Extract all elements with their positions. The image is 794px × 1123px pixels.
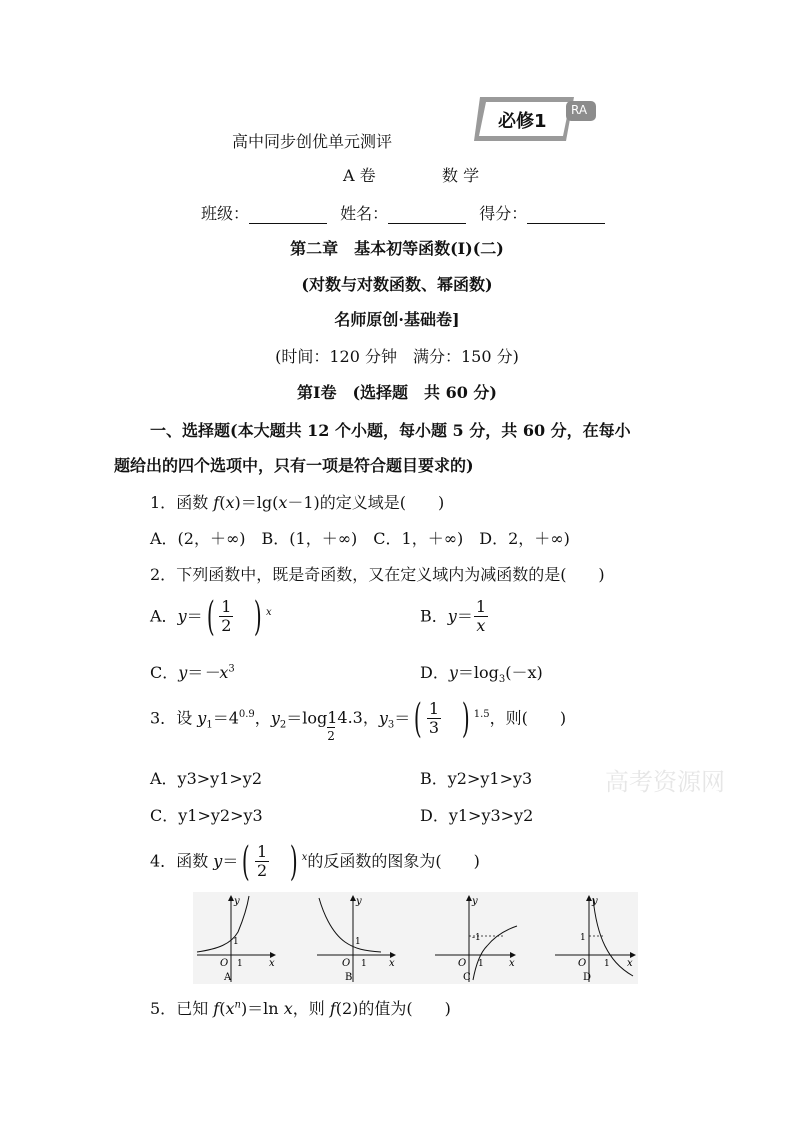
q1-x: x (225, 493, 235, 512)
q2-b-eq: ＝ (456, 606, 473, 626)
q3-option-a: A．y3>y1>y2 (150, 769, 263, 788)
graph-c-origin: O (458, 958, 467, 969)
class-label: 班级： (201, 204, 250, 223)
q2-b-y: y (447, 606, 457, 626)
chapter-title: 第二章 基本初等函数(Ⅰ)(二) (290, 239, 504, 258)
q3-v2b: 14.3， (327, 708, 379, 728)
q3-v2: ＝log (286, 708, 328, 728)
graph-d-tick-x: 1 (604, 959, 610, 969)
q2-a-y: y (177, 606, 187, 626)
q2-c-eq: ＝ (187, 663, 204, 682)
q1-x2: x (278, 493, 288, 512)
q3-v1: ＝4 (212, 708, 239, 728)
q2-d-eq: ＝ (457, 663, 474, 682)
q3-y2: y (270, 708, 280, 728)
q2-option-c (150, 660, 235, 683)
q2-a-label: A． (150, 606, 178, 626)
q2-c-exp: 3 (228, 663, 235, 675)
q5-post2: (2)的值为( ) (335, 999, 451, 1018)
graph-c-tick-y: -1 (472, 933, 481, 943)
q3-e1: 0.9 (238, 709, 255, 721)
q2-number: 2． (150, 565, 177, 584)
q5-x2: x (283, 999, 293, 1018)
badge-tag: RA (571, 103, 588, 117)
graph-c-label: C (463, 972, 471, 983)
q2-a-exp: x (266, 607, 272, 619)
topic-title: (对数与对数函数、幂函数) (301, 275, 493, 294)
q3-number: 3． (150, 708, 177, 728)
graph-a-x: x (269, 958, 275, 969)
section-heading-line1: 一、选择题(本大题共 12 个小题，每小题 5 分，共 60 分，在每小 (150, 421, 631, 440)
q3-y1: y (197, 708, 207, 728)
q2-option-a: A．y＝( $\frac{1}{2}$ ) $^x$ (150, 593, 272, 640)
q2-c-rest: －x (203, 663, 229, 682)
question-1: 1．函数 f(x)＝lg(x－1)的定义域是( ) (150, 493, 445, 512)
subject-label: 数 学 (442, 166, 480, 185)
graph-b-x: x (389, 958, 395, 969)
q4-den: 2 (256, 861, 268, 881)
q1-f: f (213, 493, 220, 512)
q1-mid: lg( (256, 493, 279, 512)
q1-pre: 函数 (176, 493, 214, 512)
graph-b-y: y (356, 896, 362, 907)
graph-c-tick-x: 1 (478, 959, 484, 969)
q1-post: －1)的定义域是( ) (287, 493, 445, 512)
graph-b-origin: O (342, 958, 351, 969)
name-label: 姓名： (340, 204, 389, 223)
score-field[interactable] (527, 209, 605, 224)
q3-tail: ，则( ) (489, 708, 567, 728)
graph-b-label: B (345, 972, 353, 983)
q3-option-d: D．y1>y3>y2 (420, 806, 534, 825)
q4-eq: ＝ (222, 851, 239, 871)
q4-y: y (213, 851, 223, 871)
graph-a-label: A (224, 972, 232, 983)
q2-option-b (420, 598, 489, 636)
time-score: (时间：120 分钟 满分：150 分) (275, 347, 519, 366)
q3-sub2: 2 (279, 719, 287, 731)
graph-d-y: y (592, 896, 598, 907)
q4-pre: 函数 (176, 851, 214, 871)
q5-pre: 已知 (176, 999, 214, 1018)
q3-den: 3 (428, 718, 440, 738)
q4-exp: x (301, 852, 308, 864)
q2-d-label: D． (420, 663, 449, 682)
graphs-background (193, 892, 638, 984)
watermark: 高考资源网 (605, 768, 725, 796)
q4-graphs (193, 892, 638, 984)
class-field[interactable] (249, 209, 327, 224)
q5-f: f (213, 999, 220, 1018)
q2-d-y: y (448, 663, 458, 682)
q3-fraction (427, 700, 441, 738)
question-3: 3．设 $y_1=4^{0.9}$，$y_2=\log 14.3$， 2 $y_3=$( $\frac{1}{3}$ ) $^{1.5}$，则( ) (150, 695, 567, 744)
question-2 (150, 562, 605, 585)
q5-number: 5． (150, 999, 177, 1018)
q2-d-base: 3 (498, 674, 506, 686)
q3-sub1: 1 (206, 719, 213, 731)
q3-pre: 设 (176, 708, 198, 728)
q5-n: n (234, 999, 241, 1011)
series-title: 高中同步创优单元测评 (232, 132, 393, 151)
q3-v3: ＝ (394, 708, 411, 728)
q5-f2: f (329, 999, 336, 1018)
q2-a-eq: ＝ (186, 606, 203, 626)
q4-fraction (255, 843, 269, 881)
q3-y3: y (378, 708, 388, 728)
q3-num: 1 (428, 699, 440, 718)
graph-a-origin: O (220, 958, 229, 969)
badge-label: 必修1 (498, 111, 547, 132)
q4-number: 4． (150, 851, 177, 871)
q3-e3: 1.5 (473, 709, 490, 721)
graph-c-y: y (472, 896, 478, 907)
q4-num: 1 (256, 842, 268, 861)
q2-a-num: 1 (221, 597, 232, 616)
q2-a-fraction (219, 598, 233, 636)
student-info (201, 201, 605, 224)
q5-mid: )＝ln (240, 999, 284, 1018)
graph-a-tick-x: 1 (237, 959, 243, 969)
q2-c-label: C． (150, 663, 179, 682)
graph-b-tick-x: 1 (361, 959, 367, 969)
q1-options: A．(2，＋∞) B．(1，＋∞) C．1，＋∞) D．2，＋∞) (150, 529, 570, 548)
q3-log-base: 2 (327, 729, 335, 744)
graph-a-tick-y: 1 (233, 937, 239, 947)
question-5: 5．已知 $f(x^n)=\ln$ x，则 f(2)的值为( ) (150, 999, 451, 1018)
q4-post: 的反函数的图象为( ) (307, 851, 480, 871)
q2-b-den: x (476, 616, 486, 636)
q5-x: x (225, 999, 235, 1018)
graph-a-y: y (234, 896, 240, 907)
part-title: 第Ⅰ卷 (选择题 共 60 分) (296, 383, 498, 402)
q2-a-den: 2 (221, 616, 232, 636)
paper-type: 名师原创·基础卷] (334, 310, 460, 329)
q2-c-y: y (178, 663, 188, 682)
textbook-badge (474, 97, 596, 141)
q2-d-log: log (473, 663, 499, 682)
graph-c-x: x (509, 958, 515, 969)
q2-b-num: 1 (475, 597, 487, 616)
q2-option-d (420, 660, 543, 685)
q2-b-fraction (474, 598, 488, 636)
question-4: 4．函数 y＝( $\frac{1}{2}$ ) $^x$的反函数的图象为( ) (150, 838, 480, 885)
q1-number: 1． (150, 493, 177, 512)
graph-d-origin: O (578, 958, 587, 969)
q5-post: ，则 (292, 999, 330, 1018)
q3-sub3: 3 (387, 719, 395, 731)
q2-b-label: B． (420, 606, 448, 626)
graph-d-x: x (627, 958, 633, 969)
q2-d-arg: (－x) (505, 663, 543, 682)
q2-stem: 下列函数中，既是奇函数，又在定义域内为减函数的是( ) (176, 565, 605, 584)
name-field[interactable] (388, 209, 466, 224)
graph-b-tick-y: 1 (355, 937, 361, 947)
volume-label: A 卷 (343, 166, 376, 185)
section-heading-line2: 题给出的四个选项中，只有一项是符合题目要求的) (114, 456, 474, 475)
q3-option-b: B．y2>y1>y3 (420, 769, 533, 788)
q3-option-c: C．y1>y2>y3 (150, 806, 263, 825)
graph-d-tick-y: 1 (580, 933, 586, 943)
score-label: 得分： (479, 204, 528, 223)
graph-d-label: D (583, 972, 592, 983)
